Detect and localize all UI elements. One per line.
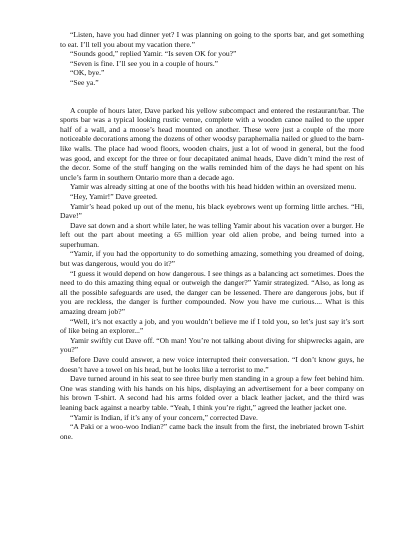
paragraph: Yamir’s head poked up out of the menu, his black eyebrows went up forming little arches. “Hi, Dave!” [60, 201, 364, 221]
paragraph: “A Paki or a woo-woo Indian?” came back the insult from the first, the inebriated brown T-shirt one. [60, 422, 364, 441]
paragraph: “Sounds good,” replied Yamir. “Is seven OK for you?” [70, 49, 237, 59]
section-gap [60, 88, 364, 106]
paragraph: “Seven is fine. I’ll see you in a couple of hours.” [70, 58, 219, 68]
document-body [60, 30, 364, 441]
paragraph: A couple of hours later, Dave parked his yellow subcompact and entered the restaurant/bar. The sports bar was a typical looking rustic venue, complete with a wooden canoe nailed to the upper half of a wall, and a moose’s head mounted on another. These were just a couple of the more noticeable decorations among the dozens of other woodsy paraphernalia nailed or glued to the barn-like walls. The place had wood floors, wooden chairs, just a lot of wood in general, but the food was good, and except for the three or four decapitated animal heads, Dave didn’t mind the rest of the decor. Some of the stuff hanging on the walls reminded him of the days he had spent on his uncle’s farm in southern Ontario more than a decade ago. [60, 105, 364, 182]
paragraph: Before Dave could answer, a new voice interrupted their conversation. “I don’t know guys, he doesn’t have a towel on his head, but he looks like a terrorist to me.” [60, 355, 364, 374]
paragraph: Yamir swiftly cut Dave off. “Oh man! You’re not talking about diving for shipwrecks again, are you?” [60, 335, 364, 355]
paragraph: Yamir was already sitting at one of the booths with his head hidden within an oversized menu. [70, 182, 357, 192]
paragraph: “Yamir, if you had the opportunity to do something amazing, something you dreamed of doing, but was dangerous, would you do it?” [60, 249, 364, 269]
paragraph: “Well, it’s not exactly a job, and you wouldn’t believe me if I told you, so let’s just say it’s sort of like being an explorer...” [60, 316, 364, 336]
paragraph: “See ya.” [70, 77, 99, 87]
paragraph: “Yamir is Indian, if it’s any of your concern,” corrected Dave. [70, 412, 258, 422]
paragraph: “Hey, Yamir!” Dave greeted. [70, 191, 158, 201]
paragraph: Dave turned around in his seat to see three burly men standing in a group a few feet behind him. One was standing with his hands on his hips, displaying an advertisement for a beer company on his brown T-shirt. A second had his arms folded over a black leather jacket, and the third was leaning back against a nearby table. “Yeah, I think you’re right,” agreed the leather jacket one. [60, 374, 364, 412]
paragraph: Dave sat down and a short while later, he was telling Yamir about his vacation over a burger. He left out the part about meeting a 65 million year old alien probe, and being turned into a superhuman. [60, 220, 364, 249]
paragraph: “OK, bye.” [70, 68, 105, 78]
paragraph: “I guess it would depend on how dangerous. I see things as a balancing act sometimes. Does the need to do this amazing thing equal or outweigh the danger?” Yamir strategized. “Also, as long as all the possible safeguards are used, the danger can be lessened. There are dangerous jobs, but if you are reckless, the danger is further compounded. Now you have me curious.... What is this amazing dream job?” [60, 268, 364, 317]
paragraph: “Listen, have you had dinner yet? I was planning on going to the sports bar, and get something to eat. I’ll tell you about my vacation there.” [60, 30, 364, 49]
